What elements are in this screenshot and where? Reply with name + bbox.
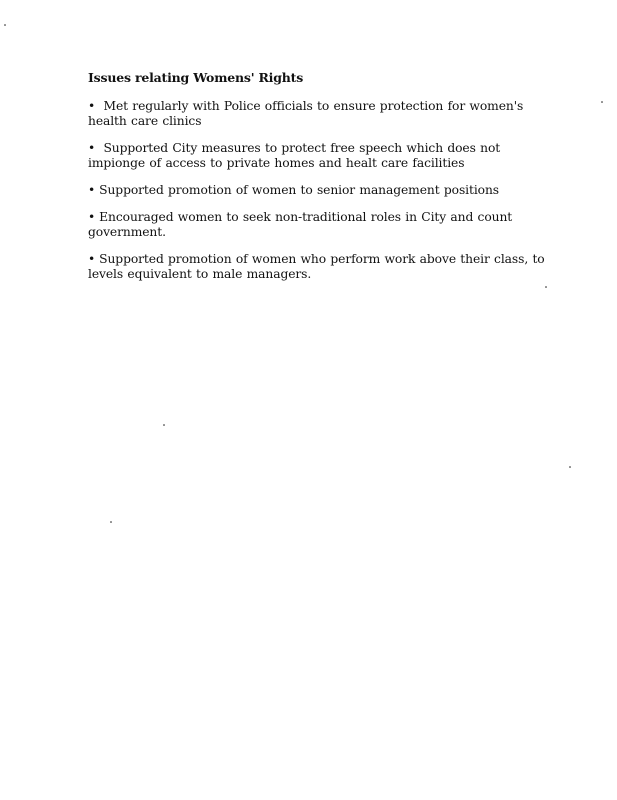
bullet-icon: • bbox=[88, 252, 96, 266]
item-line bbox=[88, 252, 545, 267]
bullet-icon: • bbox=[88, 99, 96, 113]
scan-speck bbox=[110, 521, 112, 523]
item-text: Met regularly with Police officials to ensure protection for women's bbox=[103, 99, 524, 113]
item-line-continued: impionge of access to private homes and healt care facilities bbox=[88, 156, 465, 170]
item-line-continued: health care clinics bbox=[88, 114, 202, 128]
list-item bbox=[88, 141, 528, 171]
section-heading: Issues relating Womens' Rights bbox=[88, 70, 304, 85]
item-line-continued: levels equivalent to male managers. bbox=[88, 267, 312, 281]
item-line bbox=[88, 183, 528, 198]
scan-speck bbox=[569, 466, 571, 468]
bullet-icon: • bbox=[88, 210, 96, 224]
list-item bbox=[88, 99, 528, 129]
item-line bbox=[88, 99, 528, 114]
scan-speck bbox=[545, 286, 547, 288]
scan-speck bbox=[601, 101, 603, 103]
item-text: Supported City measures to protect free speech which does not bbox=[103, 141, 501, 155]
item-line bbox=[88, 210, 528, 225]
item-text: Supported promotion of women who perform work above their class, to bbox=[99, 252, 545, 266]
list-item bbox=[88, 183, 528, 198]
scan-speck bbox=[163, 424, 165, 426]
bullet-icon: • bbox=[88, 141, 96, 155]
accomplishment-list bbox=[88, 99, 545, 294]
list-item bbox=[88, 210, 528, 240]
item-text: Supported promotion of women to senior management positions bbox=[99, 183, 500, 197]
item-line bbox=[88, 141, 528, 156]
list-item bbox=[88, 252, 545, 282]
item-line-continued: government. bbox=[88, 225, 166, 239]
item-text: Encouraged women to seek non-traditional roles in City and count bbox=[99, 210, 513, 224]
bullet-icon: • bbox=[88, 183, 96, 197]
scan-speck bbox=[4, 24, 6, 26]
